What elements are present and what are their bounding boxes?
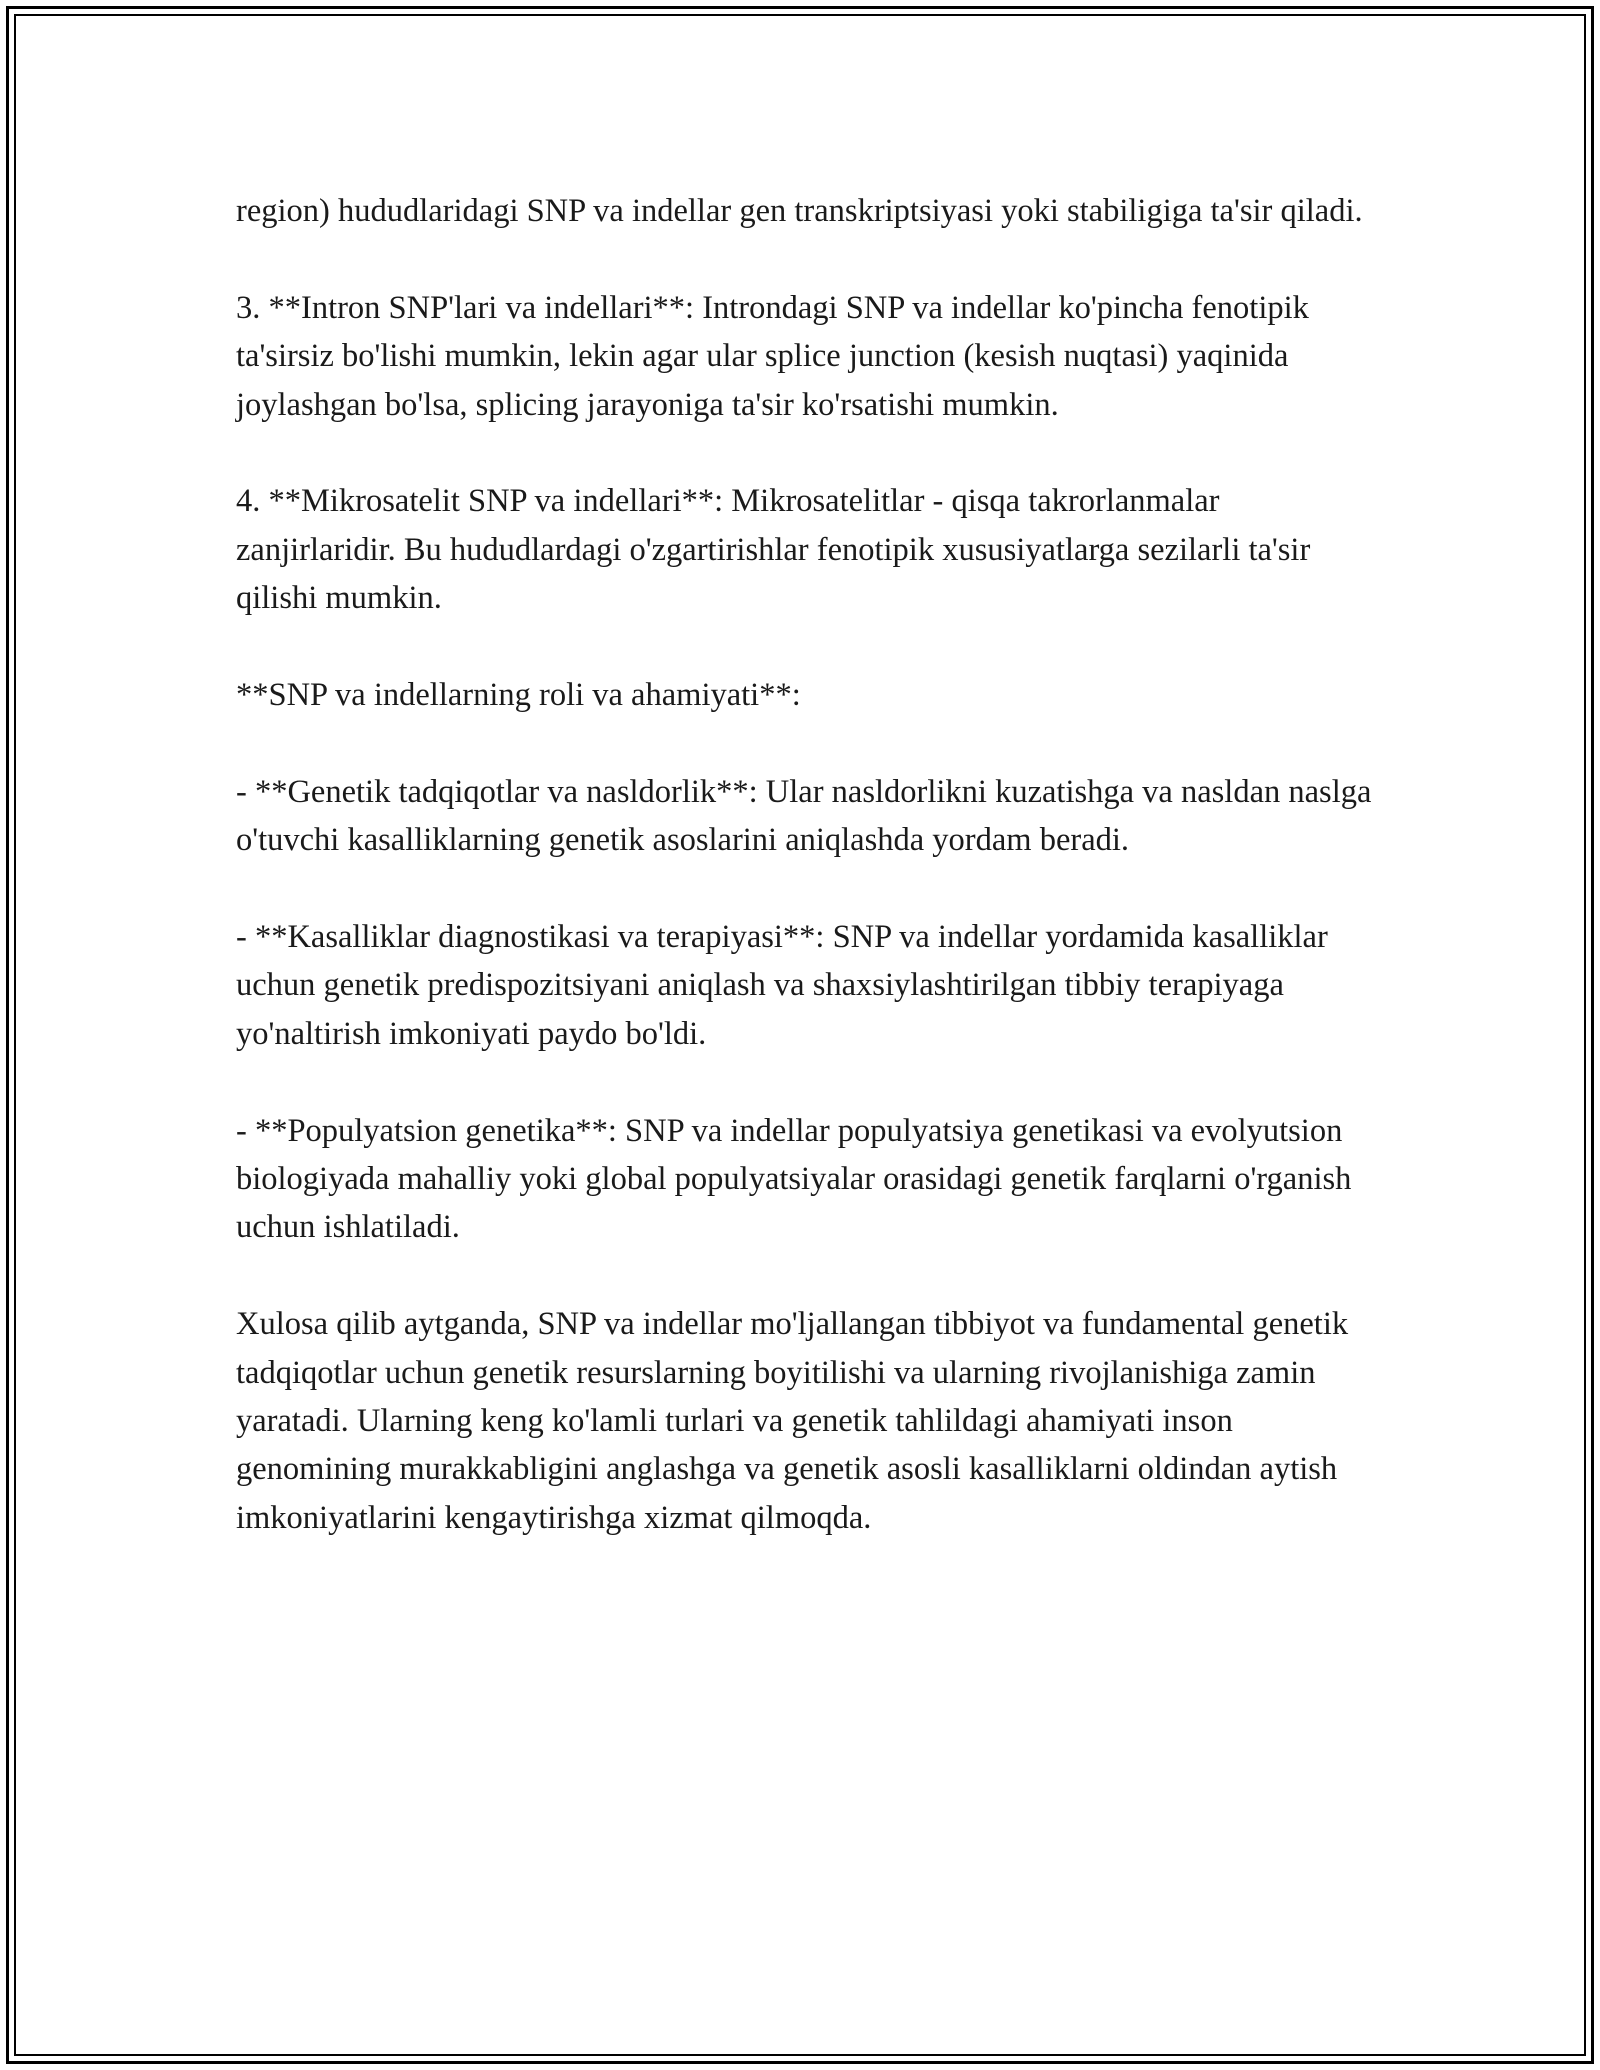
paragraph-conclusion: Xulosa qilib aytganda, SNP va indellar mo'ljallangan tibbiyot va fundamental genetik tadqiqotlar uchun genetik resurslarning boyitilishi va ularning rivojlanishiga zamin yaratadi. Ularning keng ko'lamli turlari va genetik tahlildagi ahamiyati inson genomining murakkabligini anglashga va genetik asosli kasalliklarni oldindan aytish imkoniyatlarini kengaytirishga xizmat qilmoqda. xyxy=(236,1306,1349,1536)
bullet-disease-diagnostics: - **Kasalliklar diagnostikasi va terapiyasi**: SNP va indellar yordamida kasalliklar uchun genetik predispozitsiyani aniqlash va shaxsiylashtirilgan tibbiy terapiyaga yo'naltirish imkoniyati paydo bo'ldi. xyxy=(236,919,1328,1052)
paragraph-intron-snps: 3. **Intron SNP'lari va indellari**: Introndagi SNP va indellar ko'pincha fenotipik ta'sirsiz bo'lishi mumkin, lekin agar ular splice junction (kesish nuqtasi) yaqinida joylashgan bo'lsa, splicing jarayoniga ta'sir ko'rsatishi mumkin. xyxy=(236,289,1309,423)
paragraph-microsatellite-snps: 4. **Mikrosatelit SNP va indellari**: Mikrosatelitlar - qisqa takrorlanmalar zanjirlaridir. Bu hududlardagi o'zgartirishlar fenotipik xususiyatlarga sezilarli ta'sir qilishi mumkin. xyxy=(236,483,1311,617)
document-body xyxy=(236,187,1376,1542)
paragraph-region-continuation: region) hududlaridagi SNP va indellar gen transkriptsiyasi yoki stabiligiga ta'sir qiladi. xyxy=(236,193,1363,229)
section-heading-role-importance: **SNP va indellarning roli va ahamiyati**: xyxy=(236,677,801,714)
bullet-genetic-research: - **Genetik tadqiqotlar va nasldorlik**: Ular nasldorlikni kuzatishga va nasldan naslga o'tuvchi kasalliklarning genetik asoslarini aniqlashda yordam beradi. xyxy=(236,773,1372,859)
bullet-population-genetics: - **Populyatsion genetika**: SNP va indellar populyatsiya genetikasi va evolyutsion biologiyada mahalliy yoki global populyatsiyalar orasidagi genetik farqlarni o'rganish uchun ishlatiladi. xyxy=(236,1112,1352,1246)
